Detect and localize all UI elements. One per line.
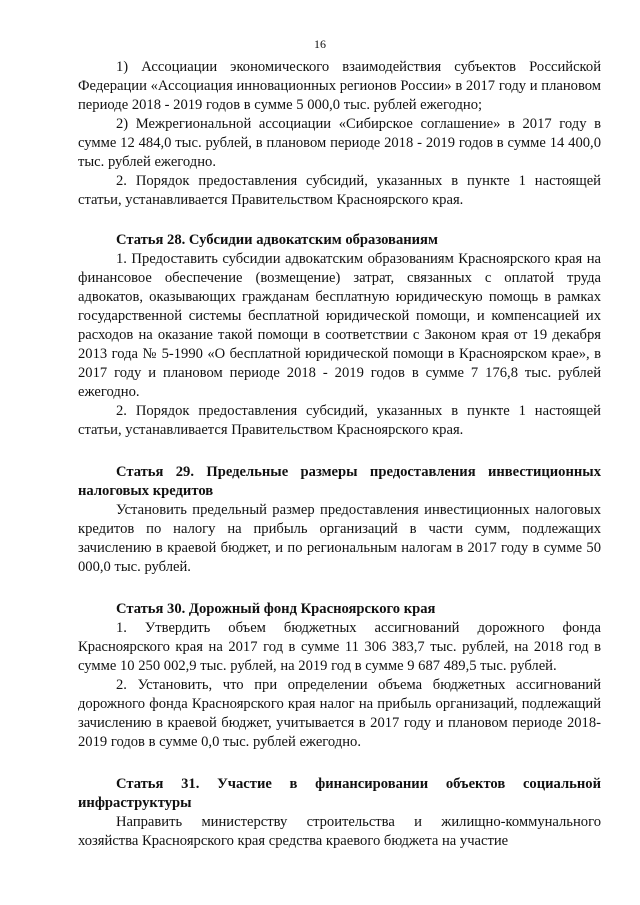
article-30-heading: Статья 30. Дорожный фонд Красноярского края xyxy=(116,601,436,617)
paragraph-1: 1) Ассоциации экономического взаимодействия субъектов Российской Федерации «Ассоциация инновационных регионов России» в 2017 году и плановом периоде 2018 - 2019 годов в сумме 5 000,0 тыс. рублей ежегодно; xyxy=(78,59,601,113)
article-30-paragraph-1: 1. Утвердить объем бюджетных ассигнований дорожного фонда Красноярского края на 2017 год в сумме 11 306 383,7 тыс. рублей, на 2018 год в сумме 10 250 002,9 тыс. рублей, на 2019 год в сумме 9 687 489,5 тыс. рублей. xyxy=(78,620,601,674)
paragraph-3: 2. Порядок предоставления субсидий, указанных в пункте 1 настоящей статьи, устанавливается Правительством Красноярского края. xyxy=(78,173,601,208)
article-28-paragraph-2: 2. Порядок предоставления субсидий, указанных в пункте 1 настоящей статьи, устанавливается Правительством Красноярского края. xyxy=(78,403,601,438)
article-28-heading: Статья 28. Субсидии адвокатским образованиям xyxy=(116,232,438,248)
article-31-heading: Статья 31. Участие в финансировании объектов социальной инфраструктуры xyxy=(78,776,601,811)
article-28-paragraph-1: 1. Предоставить субсидии адвокатским образованиям Красноярского края на финансовое обеспечение (возмещение) затрат, связанных с оплатой труда адвокатов, оказывающих гражданам бесплатную юридическую помощь в рамках государственной системы бесплатной юридической помощи, и компенсацией их расходов на оказание такой помощи в соответствии с Законом края от 19 декабря 2013 года № 5-1990 «О бесплатной юридической помощи в Красноярском крае», в 2017 году и плановом периоде 2018 - 2019 годов в сумме 7 176,8 тыс. рублей ежегодно. xyxy=(78,251,601,400)
paragraph-2: 2) Межрегиональной ассоциации «Сибирское соглашение» в 2017 году в сумме 12 484,0 тыс. рублей, в плановом периоде 2018 - 2019 годов в сумме 14 400,0 тыс. рублей ежегодно. xyxy=(78,116,601,170)
article-29-heading: Статья 29. Предельные размеры предоставления инвестиционных налоговых кредитов xyxy=(78,464,601,499)
document-body xyxy=(78,58,601,851)
article-31-paragraph: Направить министерству строительства и жилищно-коммунального хозяйства Красноярского края средства краевого бюджета на участие xyxy=(78,814,601,849)
article-29-paragraph: Установить предельный размер предоставления инвестиционных налоговых кредитов по налогу на прибыль организаций в части сумм, подлежащих зачислению в краевой бюджет, и по региональным налогам в 2017 году в сумме 50 000,0 тыс. рублей. xyxy=(78,502,601,575)
page-number: 16 xyxy=(314,37,326,51)
article-30-paragraph-2: 2. Установить, что при определении объема бюджетных ассигнований дорожного фонда Красноярского края налог на прибыль организаций, подлежащий зачислению в краевой бюджет, учитывается в 2017 году и плановом периоде 2018-2019 годов в сумме 0,0 тыс. рублей ежегодно. xyxy=(78,677,601,750)
